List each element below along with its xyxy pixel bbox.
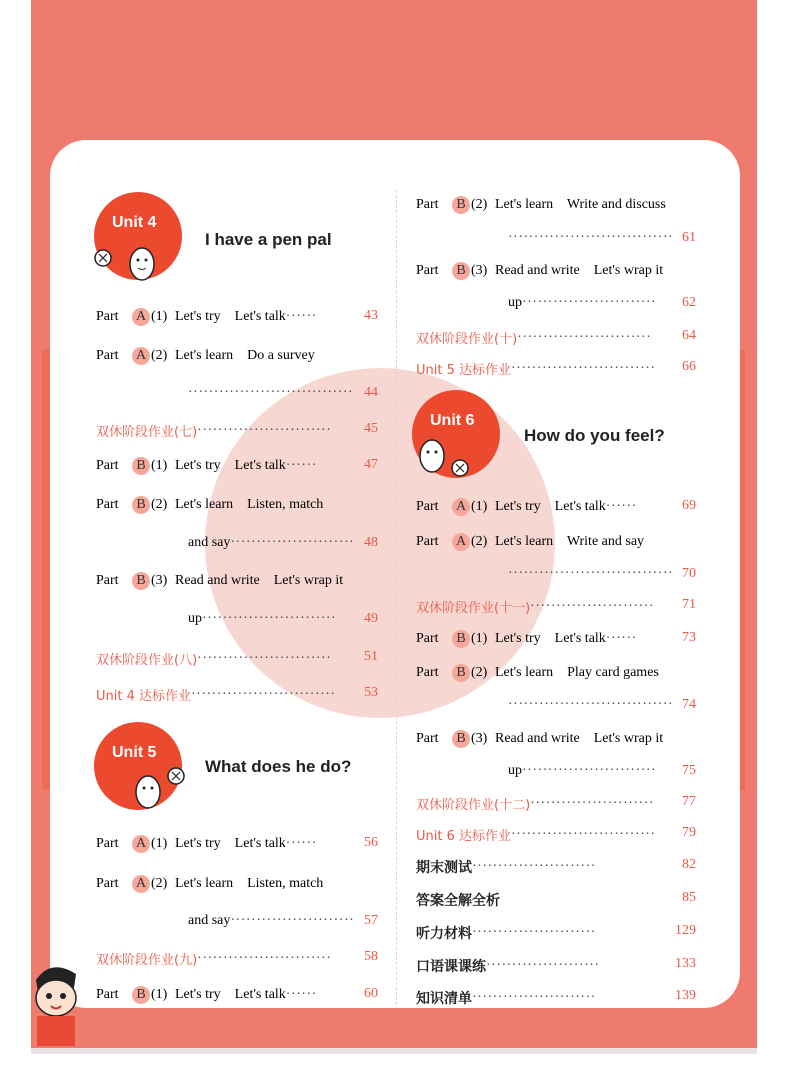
unit6-title: How do you feel? bbox=[524, 426, 665, 445]
unit5-title: What does he do? bbox=[205, 757, 352, 776]
toc-entry bbox=[96, 649, 331, 668]
entry-part-letter: B bbox=[452, 262, 470, 280]
toc-entry bbox=[96, 496, 323, 514]
toc-entry bbox=[416, 359, 656, 378]
entry-dots: ···························· bbox=[511, 826, 656, 842]
entry-dots: ························ bbox=[472, 859, 596, 874]
entry-dots: ································ bbox=[508, 566, 674, 581]
entry-dots: ·························· bbox=[517, 329, 652, 345]
entry-page-number: 77 bbox=[682, 794, 696, 809]
toc-entry bbox=[416, 890, 500, 910]
entry-part-number: (2) bbox=[471, 534, 488, 549]
entry-title: 双休阶段作业(九) bbox=[96, 953, 198, 968]
toc-entry bbox=[96, 685, 336, 704]
unit6-badge-label: Unit 6 bbox=[430, 412, 475, 429]
toc-entry bbox=[416, 295, 656, 311]
entry-part-number: (2) bbox=[151, 497, 168, 512]
toc-entry bbox=[416, 262, 663, 280]
toc-entry bbox=[96, 347, 315, 365]
toc-entry bbox=[416, 630, 637, 648]
entry-dots: ·························· bbox=[522, 763, 657, 778]
unit4-badge-label: Unit 4 bbox=[112, 214, 157, 231]
entry-lesson: Read and write Let's wrap it bbox=[495, 731, 664, 746]
entry-part-number: (3) bbox=[151, 573, 168, 588]
entry-part-number: (2) bbox=[471, 197, 488, 212]
entry-title: Unit 5 达标作业 bbox=[416, 363, 511, 378]
toc-entry bbox=[416, 664, 659, 682]
toc-entry bbox=[416, 794, 654, 813]
entry-continuation: and say bbox=[188, 913, 231, 928]
entry-continuation: up bbox=[508, 763, 522, 778]
entry-page-number: 75 bbox=[682, 763, 696, 778]
entry-lesson: Let's learn Write and discuss bbox=[495, 197, 666, 212]
entry-dots: ························ bbox=[230, 913, 355, 928]
entry-title: 双休阶段作业(十二) bbox=[416, 798, 531, 813]
entry-title: Unit 6 达标作业 bbox=[416, 829, 511, 844]
entry-lesson: Let's learn Listen, match bbox=[175, 497, 324, 512]
toc-entry bbox=[96, 572, 343, 590]
toc-entry bbox=[416, 230, 673, 246]
entry-lesson: Let's try Let's talk bbox=[175, 836, 286, 851]
entry-page-number: 64 bbox=[682, 328, 696, 343]
entry-part-number: (1) bbox=[151, 987, 168, 1002]
entry-part: Part bbox=[416, 534, 439, 549]
entry-continuation: and say bbox=[188, 535, 231, 550]
entry-title: 双休阶段作业(七) bbox=[96, 425, 198, 440]
entry-title: 双休阶段作业(八) bbox=[96, 653, 198, 668]
toc-entry bbox=[416, 697, 673, 713]
entry-page-number: 69 bbox=[682, 498, 696, 513]
entry-title: Unit 4 达标作业 bbox=[96, 689, 191, 704]
toc-entry bbox=[416, 533, 644, 551]
entry-dots: ·························· bbox=[197, 422, 332, 438]
entry-dots: ···························· bbox=[511, 360, 656, 376]
toc-entry bbox=[416, 923, 596, 943]
entry-page-number: 61 bbox=[682, 230, 696, 245]
entry-title: 知识清单 bbox=[416, 991, 472, 1007]
entry-page-number: 57 bbox=[364, 913, 378, 928]
entry-title: 口语课课练 bbox=[416, 959, 486, 975]
toc-entry bbox=[416, 988, 596, 1008]
toc-entry bbox=[416, 857, 596, 877]
entry-page-number: 45 bbox=[364, 421, 378, 436]
mascot-icon-3 bbox=[412, 430, 482, 480]
entry-page-number: 60 bbox=[364, 986, 378, 1001]
entry-page-number: 56 bbox=[364, 835, 378, 850]
toc-entry bbox=[96, 913, 354, 929]
entry-part-letter: A bbox=[452, 533, 470, 551]
entry-part-letter: B bbox=[452, 730, 470, 748]
entry-part-number: (2) bbox=[471, 665, 488, 680]
entry-part-letter: A bbox=[132, 308, 150, 326]
entry-page-number: 79 bbox=[682, 825, 696, 840]
entry-dots: ······ bbox=[605, 499, 637, 514]
entry-page-number: 58 bbox=[364, 949, 378, 964]
entry-page-number: 49 bbox=[364, 611, 378, 626]
entry-part: Part bbox=[416, 731, 439, 746]
entry-part-number: (1) bbox=[151, 458, 168, 473]
entry-part-number: (3) bbox=[471, 263, 488, 278]
entry-dots: ·························· bbox=[522, 295, 657, 310]
toc-entry bbox=[96, 457, 317, 475]
entry-part: Part bbox=[416, 263, 439, 278]
entry-lesson: Let's try Let's talk bbox=[175, 309, 286, 324]
entry-dots: ······ bbox=[285, 458, 317, 473]
entry-part-number: (2) bbox=[151, 876, 168, 891]
entry-title: 双休阶段作业(十) bbox=[416, 332, 518, 347]
entry-part-letter: B bbox=[132, 572, 150, 590]
entry-part-number: (2) bbox=[151, 348, 168, 363]
entry-part-number: (1) bbox=[471, 499, 488, 514]
entry-part-letter: A bbox=[132, 835, 150, 853]
entry-part-letter: A bbox=[132, 347, 150, 365]
entry-part-letter: B bbox=[452, 196, 470, 214]
entry-page-number: 82 bbox=[682, 857, 696, 872]
toc-entry bbox=[96, 535, 354, 551]
toc-entry bbox=[96, 308, 317, 326]
entry-page-number: 66 bbox=[682, 359, 696, 374]
entry-lesson: Let's try Let's talk bbox=[175, 458, 286, 473]
entry-part: Part bbox=[416, 631, 439, 646]
entry-part: Part bbox=[96, 836, 119, 851]
entry-dots: ···························· bbox=[191, 686, 336, 702]
entry-page-number: 53 bbox=[364, 685, 378, 700]
entry-page-number: 43 bbox=[364, 308, 378, 323]
entry-page-number: 71 bbox=[682, 597, 696, 612]
entry-page-number: 139 bbox=[675, 988, 696, 1003]
entry-page-number: 133 bbox=[675, 956, 696, 971]
unit4-title: I have a pen pal bbox=[205, 230, 332, 249]
entry-lesson: Let's learn Play card games bbox=[495, 665, 659, 680]
entry-part: Part bbox=[96, 987, 119, 1002]
entry-part: Part bbox=[96, 497, 119, 512]
toc-entry bbox=[416, 196, 666, 214]
toc-entry bbox=[416, 328, 651, 347]
entry-dots: ·························· bbox=[202, 611, 337, 626]
toc-entry bbox=[96, 385, 353, 401]
entry-part-number: (3) bbox=[471, 731, 488, 746]
entry-page-number: 44 bbox=[364, 385, 378, 400]
entry-part-letter: A bbox=[452, 498, 470, 516]
entry-dots: ·························· bbox=[197, 950, 332, 966]
cartoon-boy-icon bbox=[31, 960, 81, 1050]
entry-lesson: Let's try Let's talk bbox=[495, 631, 606, 646]
entry-part-letter: B bbox=[132, 496, 150, 514]
toc-entry bbox=[416, 956, 600, 976]
entry-title: 双休阶段作业(十一) bbox=[416, 601, 531, 616]
toc-entry bbox=[416, 763, 656, 779]
entry-title: 听力材料 bbox=[416, 926, 472, 942]
entry-dots: ······ bbox=[285, 836, 317, 851]
entry-dots: ······ bbox=[605, 631, 637, 646]
entry-page-number: 85 bbox=[682, 890, 696, 905]
entry-part: Part bbox=[416, 665, 439, 680]
entry-part-number: (1) bbox=[151, 309, 168, 324]
toc-entry bbox=[96, 875, 323, 893]
mascot-icon bbox=[94, 236, 164, 286]
entry-continuation: up bbox=[188, 611, 202, 626]
toc-entry bbox=[96, 421, 331, 440]
toc-entry bbox=[416, 498, 637, 516]
entry-continuation: up bbox=[508, 295, 522, 310]
entry-page-number: 74 bbox=[682, 697, 696, 712]
entry-part: Part bbox=[96, 309, 119, 324]
column-divider bbox=[396, 190, 397, 1008]
page-edge bbox=[31, 1048, 757, 1054]
entry-part-letter: B bbox=[452, 630, 470, 648]
entry-lesson: Read and write Let's wrap it bbox=[495, 263, 664, 278]
entry-lesson: Let's learn Write and say bbox=[495, 534, 645, 549]
entry-part: Part bbox=[96, 458, 119, 473]
toc-entry bbox=[416, 566, 673, 582]
entry-page-number: 48 bbox=[364, 535, 378, 550]
entry-part: Part bbox=[96, 348, 119, 363]
entry-title: 期末测试 bbox=[416, 860, 472, 876]
entry-dots: ······ bbox=[285, 987, 317, 1002]
entry-dots: ······ bbox=[285, 309, 317, 324]
toc-entry bbox=[416, 825, 656, 844]
toc-entry bbox=[96, 835, 317, 853]
entry-dots: ························ bbox=[472, 990, 596, 1005]
mascot-icon-2 bbox=[128, 766, 198, 816]
entry-dots: ························ bbox=[472, 925, 596, 940]
entry-dots: ································ bbox=[508, 230, 674, 245]
entry-dots: ·························· bbox=[197, 650, 332, 666]
entry-page-number: 70 bbox=[682, 566, 696, 581]
toc-card bbox=[50, 140, 740, 1008]
entry-dots: ································ bbox=[508, 697, 674, 712]
entry-part-letter: B bbox=[132, 457, 150, 475]
entry-dots: ······················ bbox=[486, 958, 600, 973]
entry-part-number: (1) bbox=[471, 631, 488, 646]
entry-part: Part bbox=[416, 197, 439, 212]
entry-page-number: 51 bbox=[364, 649, 378, 664]
entry-page-number: 129 bbox=[675, 923, 696, 938]
entry-part-number: (1) bbox=[151, 836, 168, 851]
entry-page-number: 62 bbox=[682, 295, 696, 310]
entry-part: Part bbox=[416, 499, 439, 514]
entry-lesson: Let's try Let's talk bbox=[495, 499, 606, 514]
entry-part-letter: B bbox=[452, 664, 470, 682]
entry-page-number: 73 bbox=[682, 630, 696, 645]
toc-entry bbox=[416, 730, 663, 748]
toc-entry bbox=[96, 949, 331, 968]
entry-lesson: Let's learn Listen, match bbox=[175, 876, 324, 891]
entry-dots: ································ bbox=[188, 385, 354, 400]
entry-part: Part bbox=[96, 876, 119, 891]
toc-entry bbox=[416, 597, 654, 616]
entry-dots: ························ bbox=[530, 598, 655, 614]
entry-lesson: Let's learn Do a survey bbox=[175, 348, 315, 363]
entry-part-letter: A bbox=[132, 875, 150, 893]
entry-dots: ························ bbox=[530, 795, 655, 811]
toc-entry bbox=[96, 986, 317, 1004]
entry-dots: ························ bbox=[230, 535, 355, 550]
entry-page-number: 47 bbox=[364, 457, 378, 472]
entry-title: 答案全解全析 bbox=[416, 893, 500, 909]
entry-part: Part bbox=[96, 573, 119, 588]
entry-part-letter: B bbox=[132, 986, 150, 1004]
entry-lesson: Read and write Let's wrap it bbox=[175, 573, 344, 588]
entry-lesson: Let's try Let's talk bbox=[175, 987, 286, 1002]
unit5-badge-label: Unit 5 bbox=[112, 744, 157, 761]
toc-entry bbox=[96, 611, 336, 627]
